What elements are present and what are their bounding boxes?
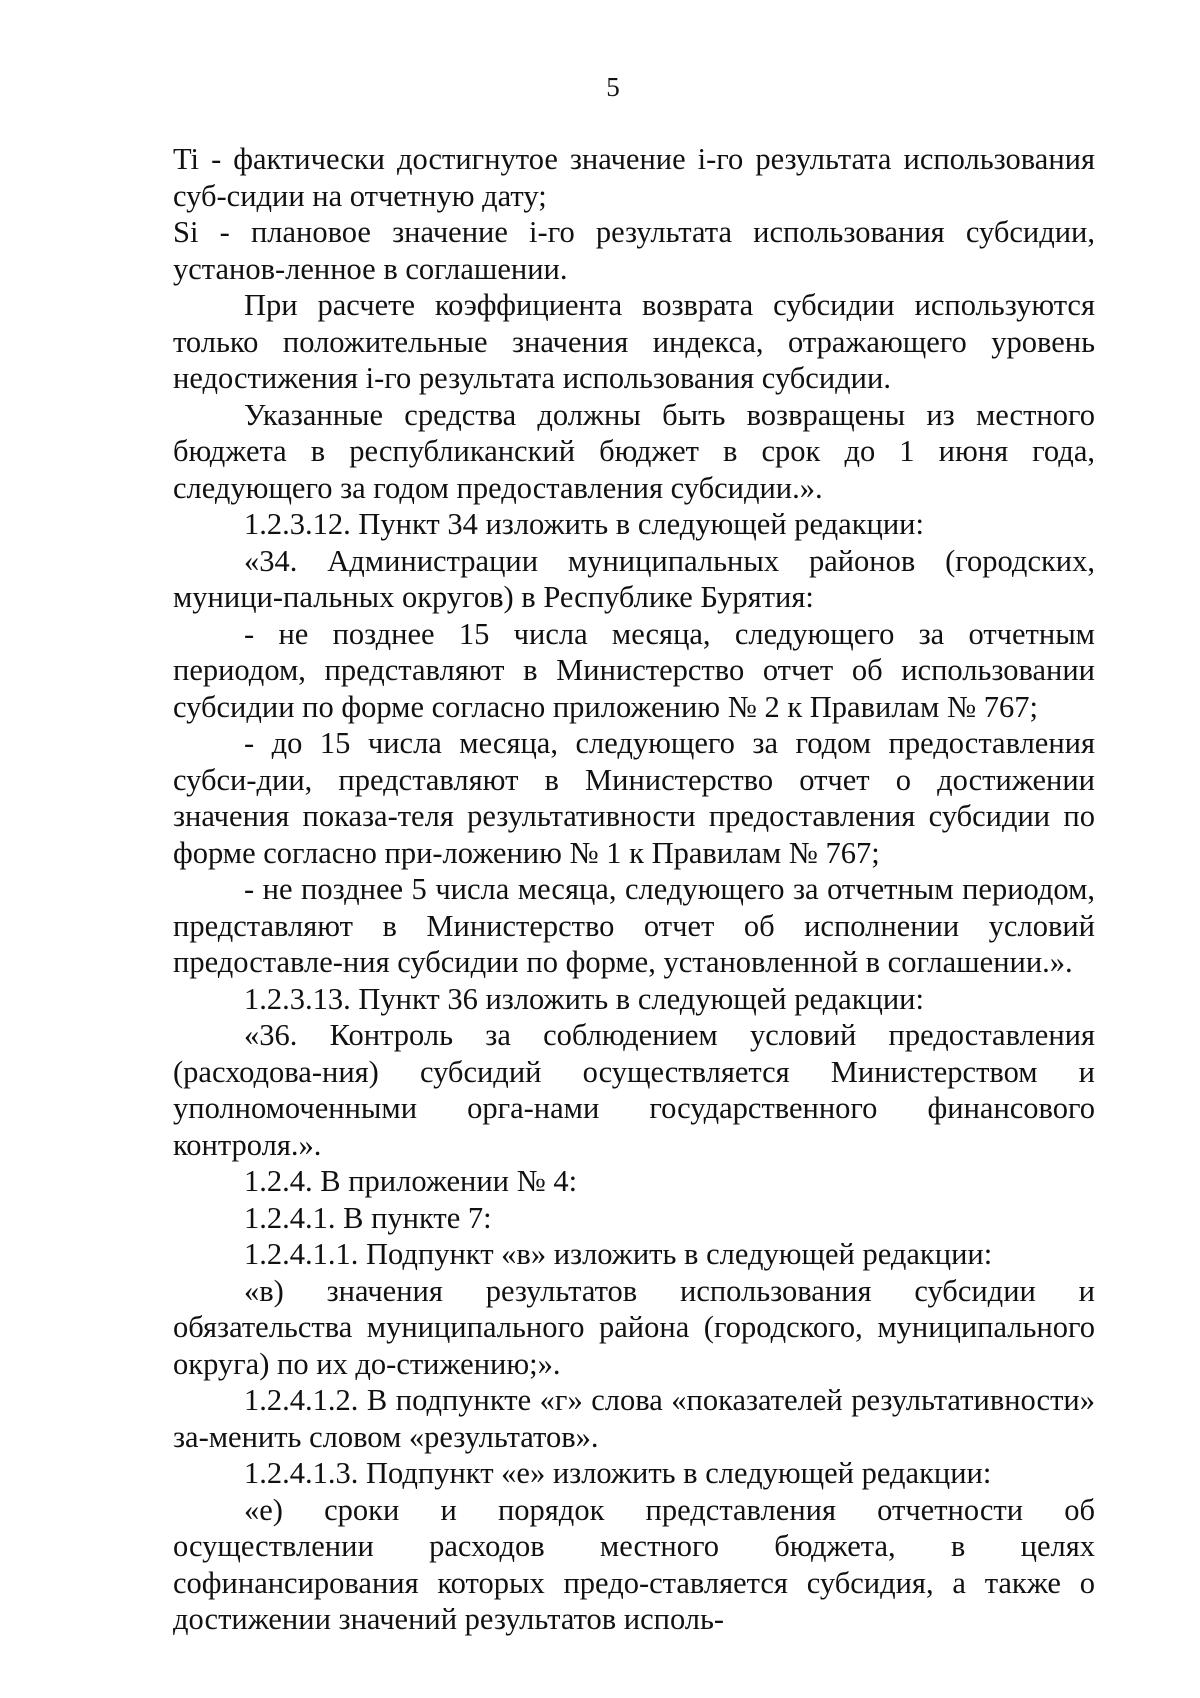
paragraph-clause-1-2-4-1-2: 1.2.4.1.2. В подпункте «г» слова «показателей результативности» за-менить словом «результатов». [173,1383,1095,1454]
paragraph-si-definition: Si - плановое значение i-го результата использования субсидии, установ-ленное в соглашении. [173,215,1095,286]
paragraph-clause-1-2-4-1-1: 1.2.4.1.1. Подпункт «в» изложить в следующей редакции: [244,1237,993,1271]
document-body [173,141,1095,1638]
paragraph-clause-1-2-4-1-3: 1.2.4.1.3. Подпункт «е» изложить в следующей редакции: [244,1456,992,1490]
paragraph-clause-1-2-3-12: 1.2.3.12. Пункт 34 изложить в следующей редакции: [244,507,924,541]
paragraph-item-34-a: - не позднее 15 числа месяца, следующего за отчетным периодом, представляют в Министерство отчет об использовании субсидии по форме согласно приложению № 2 к Правилам № 767; [173,616,1095,724]
paragraph-item-34-c: - не позднее 5 числа месяца, следующего за отчетным периодом, представляют в Министерство отчет об исполнении условий предоставле-ния субсидии по форме, установленной в соглашении.». [173,872,1095,979]
paragraph-item-36: «36. Контроль за соблюдением условий предоставления (расходова-ния) субсидий осуществляется Министерством и уполномоченными орга-нами государственного финансового контроля.». [173,1018,1095,1162]
paragraph-clause-1-2-3-13: 1.2.3.13. Пункт 36 изложить в следующей редакции: [244,981,924,1016]
paragraph-return-note: Указанные средства должны быть возвращены из местного бюджета в республиканский бюджет в срок до 1 июня года, следующего за годом предоставления субсидии.». [173,397,1095,505]
page-number: 5 [606,72,620,102]
paragraph-subitem-e: «е) сроки и порядок представления отчетности об осуществлении расходов местного бюджета, в целях софинансирования которых предо-ставляется субсидия, а также о достижении значений результатов исполь- [173,1492,1095,1636]
paragraph-ti-definition: Ti - фактически достигнутое значение i-го результата использования суб-сидии на отчетную дату; [173,142,1095,213]
paragraph-item-34: «34. Администрации муниципальных районов (городских, муници-пальных округов) в Республике Бурятия: [173,543,1095,614]
paragraph-clause-1-2-4-1: 1.2.4.1. В пункте 7: [244,1200,492,1235]
paragraph-calc-note: При расчете коэффициента возврата субсидии используются только положительные значения индекса, отражающего уровень недостижения i-го результата использования субсидии. [173,288,1095,395]
paragraph-clause-1-2-4: 1.2.4. В приложении № 4: [244,1164,578,1198]
paragraph-subitem-v: «в) значения результатов использования субсидии и обязательства муниципального района (городского, муниципального округа) по их до-стижению;». [173,1273,1095,1381]
paragraph-item-34-b: - до 15 числа месяца, следующего за годом предоставления субси-дии, представляют в Министерство отчет о достижении значения показа-теля результативности предоставления субсидии по форме согласно при-ложению № 1 к Правилам № 767; [173,726,1095,870]
